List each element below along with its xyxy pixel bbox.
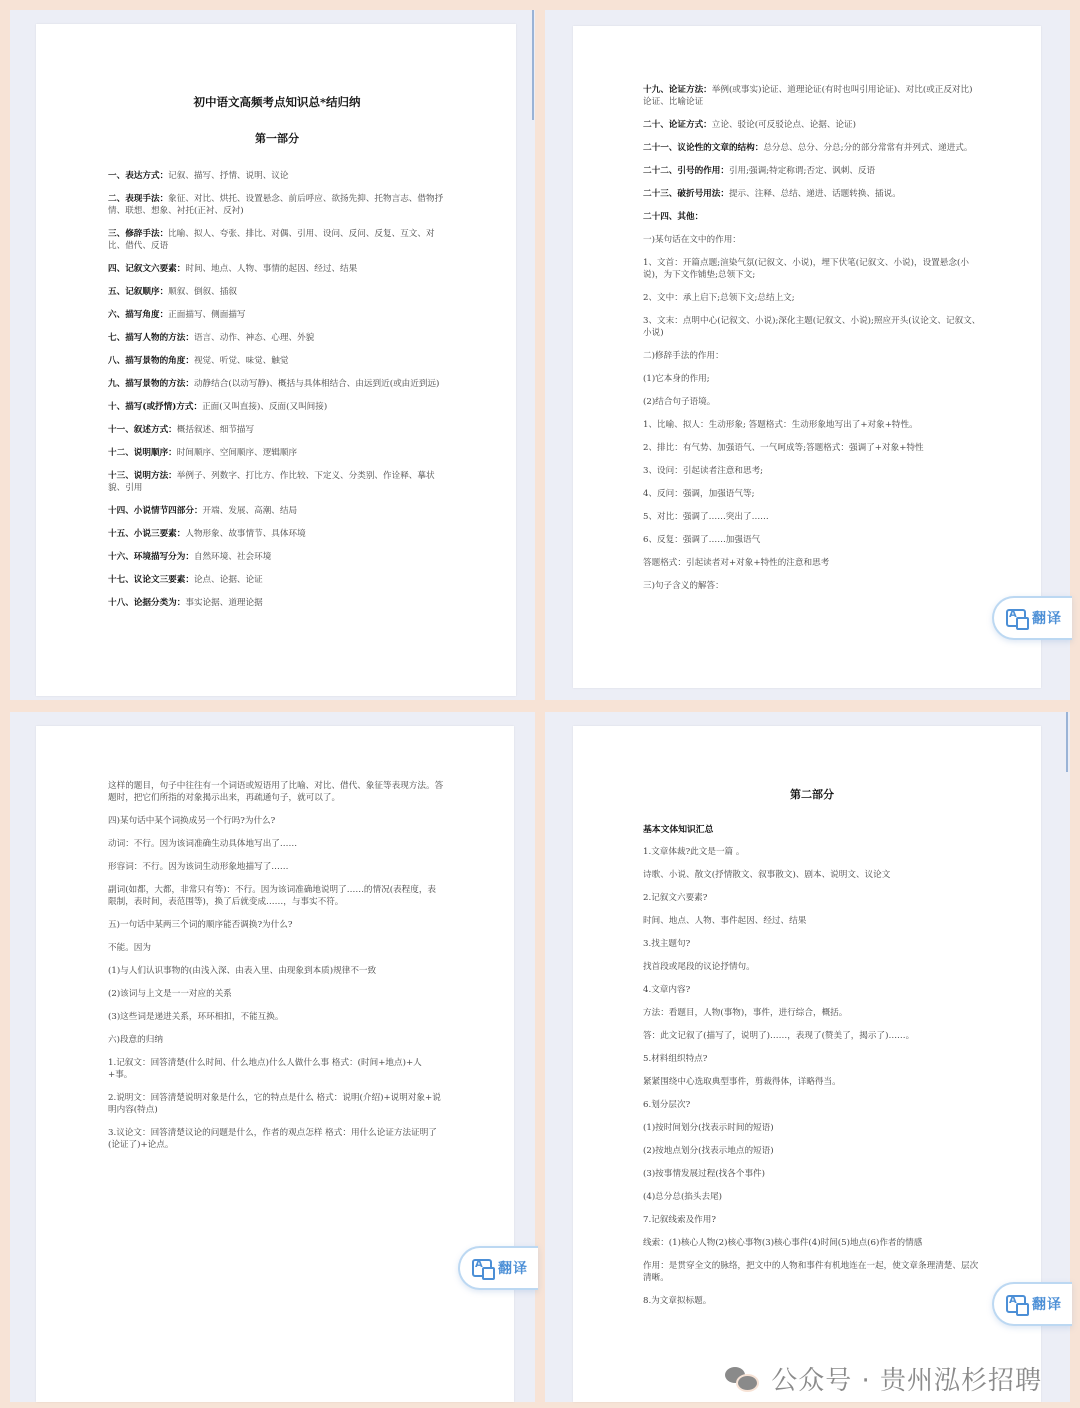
item-heading: 四、记叙文六要素： bbox=[108, 264, 186, 274]
paragraph: (2)该词与上文是一一对应的关系 bbox=[108, 989, 232, 999]
paragraph: 4.文章内容? bbox=[643, 985, 691, 995]
item-heading: 十八、论据分类为： bbox=[108, 598, 186, 608]
list-item bbox=[108, 170, 446, 182]
paragraph: 时间、地点、人物、事件起因、经过、结果 bbox=[643, 916, 807, 926]
item-text: 举例(或事实)论证、道理论证(有时也叫引用论证)、对比(或正反对比)论证、比喻论证 bbox=[643, 85, 973, 107]
item-heading: 十九、论证方法： bbox=[643, 85, 712, 95]
item-heading: 十二、说明顺序： bbox=[108, 448, 177, 458]
paragraph: 作用：是贯穿全文的脉络，把文中的人物和事件有机地连在一起，使文章条理清楚、层次清晰。 bbox=[643, 1261, 979, 1283]
paragraph: 这样的题目，句子中往往有一个词语或短语用了比喻、对比、借代、象征等表现方法。答题时，把它们所指的对象揭示出来，再疏通句子，就可以了。 bbox=[108, 781, 444, 803]
item-heading: 二十、论证方式： bbox=[643, 120, 712, 130]
item-text: 二)修辞手法的作用： bbox=[643, 351, 724, 361]
item-text: 答题格式：引起读者对+对象+特性的注意和思考 bbox=[643, 558, 830, 568]
paragraph: 5.材料组织特点? bbox=[643, 1054, 708, 1064]
item-text: 自然环境、社会环境 bbox=[193, 552, 272, 562]
list-item bbox=[643, 511, 981, 523]
document-page-4 bbox=[573, 726, 1041, 1402]
paragraph: 8.为文章拟标题。 bbox=[643, 1296, 712, 1306]
translate-icon bbox=[1006, 1295, 1026, 1313]
page-panel-2 bbox=[545, 10, 1070, 700]
item-heading: 八、描写景物的角度： bbox=[108, 356, 194, 366]
item-text: 开端、发展、高潮、结局 bbox=[202, 506, 298, 516]
item-text: (1)它本身的作用; bbox=[643, 374, 710, 384]
list-item bbox=[108, 424, 446, 436]
paragraph: 7.记叙线索及作用? bbox=[643, 1215, 716, 1225]
item-heading: 二十四、其他： bbox=[643, 212, 704, 222]
item-heading: 三、修辞手法： bbox=[108, 229, 169, 239]
knowledge-list bbox=[108, 780, 444, 1151]
translate-button[interactable] bbox=[458, 1246, 538, 1290]
paragraph: (3)这些词是递进关系，环环相扣，不能互换。 bbox=[108, 1012, 284, 1022]
paragraph: 3.议论文：回答清楚议论的问题是什么，作者的观点怎样 格式：用什么论证方法证明了(论证了)+论点。 bbox=[108, 1128, 437, 1150]
scroll-indicator bbox=[1066, 712, 1068, 772]
paragraph: 2.说明文：回答清楚说明对象是什么，它的特点是什么 格式：说明(介绍)+说明对象+说明内容(特点) bbox=[108, 1093, 441, 1115]
item-text: 人物形象、故事情节、具体环境 bbox=[185, 529, 306, 539]
list-item bbox=[643, 84, 981, 108]
paragraph: 线索：(1)核心人物(2)核心事物(3)核心事件(4)时间(5)地点(6)作者的情感 bbox=[643, 1238, 923, 1248]
item-heading: 九、描写景物的方法： bbox=[108, 379, 194, 389]
page-panel-1 bbox=[10, 10, 535, 700]
list-item bbox=[108, 505, 446, 517]
translate-label: 翻译 bbox=[1032, 611, 1062, 627]
item-text: 提示、注释、总结、递进、话题转换、插说。 bbox=[728, 189, 901, 199]
list-item bbox=[643, 580, 981, 592]
list-item bbox=[643, 211, 981, 223]
section-title: 第二部分 bbox=[790, 788, 834, 801]
item-heading: 二十三、破折号用法： bbox=[643, 189, 729, 199]
item-text: 象征、对比、烘托、设置悬念、前后呼应、欲扬先抑、托物言志、借物抒情、联想、想象、衬托(正衬、反衬) bbox=[108, 194, 444, 216]
list-item bbox=[643, 257, 981, 281]
paragraph: 方法：看题目，人物(事物)，事件，进行综合，概括。 bbox=[643, 1008, 848, 1018]
list-item bbox=[643, 350, 981, 362]
list-item bbox=[643, 165, 981, 177]
item-text: 5、对比：强调了……突出了…… bbox=[643, 512, 769, 522]
item-heading: 六、描写角度： bbox=[108, 310, 169, 320]
paragraph: 答：此文记叙了(描写了，说明了)……，表现了(赞美了，揭示了)……。 bbox=[643, 1031, 915, 1041]
item-text: 视觉、听觉、味觉、触觉 bbox=[193, 356, 289, 366]
page-panel-3 bbox=[10, 712, 535, 1402]
list-item bbox=[643, 373, 981, 385]
section-heading: 基本文体知识汇总 bbox=[643, 825, 714, 835]
list-item bbox=[108, 309, 446, 321]
paragraph: 找首段或尾段的议论抒情句。 bbox=[643, 962, 755, 972]
item-text: (2)结合句子语境。 bbox=[643, 397, 716, 407]
item-text: 三)句子含义的解答： bbox=[643, 581, 724, 591]
translate-icon bbox=[1006, 609, 1026, 627]
paragraph: 形容词：不行。因为该词生动形象地描写了…… bbox=[108, 862, 289, 872]
item-text: 举例子、列数字、打比方、作比较、下定义、分类别、作诠释、摹状貌、引用 bbox=[108, 471, 435, 493]
document-page-2 bbox=[573, 26, 1041, 688]
item-text: 立论、驳论(可反驳论点、论据、论证) bbox=[711, 120, 856, 130]
item-text: 3、设问：引起读者注意和思考; bbox=[643, 466, 764, 476]
paragraph: 6.划分层次? bbox=[643, 1100, 691, 1110]
item-text: 2、排比：有气势、加强语气、一气呵成等;答题格式：强调了+对象+特性 bbox=[643, 443, 924, 453]
item-text: 6、反复：强调了……加强语气 bbox=[643, 535, 761, 545]
list-item bbox=[643, 292, 981, 304]
item-text: 语言、动作、神态、心理、外貌 bbox=[193, 333, 315, 343]
item-heading: 十六、环境描写分为： bbox=[108, 552, 194, 562]
paragraph: (2)按地点划分(找表示地点的短语) bbox=[643, 1146, 774, 1156]
translate-icon bbox=[472, 1259, 492, 1277]
list-item bbox=[108, 528, 446, 540]
item-heading: 十、描写(或抒情)方式： bbox=[108, 402, 203, 412]
document-page-1 bbox=[36, 24, 516, 696]
list-item bbox=[108, 447, 446, 459]
list-item bbox=[643, 419, 981, 431]
item-heading: 二、表现手法： bbox=[108, 194, 169, 204]
list-item bbox=[108, 286, 446, 298]
item-text: 事实论据、道理论据 bbox=[185, 598, 263, 608]
translate-label: 翻译 bbox=[1032, 1297, 1062, 1313]
list-item bbox=[643, 315, 981, 339]
paragraph: 五)一句话中某两三个词的顺序能否调换?为什么? bbox=[108, 920, 293, 930]
document-page-3 bbox=[36, 726, 514, 1402]
list-item bbox=[643, 396, 981, 408]
paragraph: 3.找主题句? bbox=[643, 939, 691, 949]
list-item bbox=[643, 234, 981, 246]
list-item bbox=[108, 551, 446, 563]
item-text: 顺叙、倒叙、插叙 bbox=[168, 287, 237, 297]
list-item bbox=[643, 534, 981, 546]
item-text: 动静结合(以动写静)、概括与具体相结合、由远到近(或由近到远) bbox=[193, 379, 440, 389]
list-item bbox=[108, 378, 446, 390]
knowledge-list bbox=[643, 84, 981, 592]
item-text: 引用;强调;特定称谓;否定、讽刺、反语 bbox=[728, 166, 876, 176]
translate-button[interactable] bbox=[992, 596, 1072, 640]
list-item bbox=[643, 442, 981, 454]
list-item bbox=[108, 228, 446, 252]
list-item bbox=[643, 119, 981, 131]
item-text: 比喻、拟人、夸张、排比、对偶、引用、设问、反问、反复、互文、对比、借代、反语 bbox=[108, 229, 435, 251]
item-text: 时间、地点、人物、事情的起因、经过、结果 bbox=[185, 264, 358, 274]
item-text: 时间顺序、空间顺序、逻辑顺序 bbox=[176, 448, 298, 458]
item-text: 1、文首：开篇点题;渲染气氛(记叙文、小说)，埋下伏笔(记叙文、小说)，设置悬念(小说)，为下文作铺垫;总领下文; bbox=[643, 258, 969, 280]
list-item bbox=[643, 488, 981, 500]
paragraph: 紧紧围绕中心选取典型事件，剪裁得体，详略得当。 bbox=[643, 1077, 841, 1087]
list-item bbox=[643, 557, 981, 569]
scroll-indicator bbox=[532, 10, 534, 120]
page-panel-4 bbox=[545, 712, 1070, 1402]
item-text: 总分总、总分、分总;分的部分常常有并列式、递进式。 bbox=[763, 143, 973, 153]
paragraph: (1)按时间划分(找表示时间的短语) bbox=[643, 1123, 774, 1133]
list-item bbox=[108, 355, 446, 367]
list-item bbox=[108, 470, 446, 494]
paragraph: (3)按事情发展过程(找各个事件) bbox=[643, 1169, 766, 1179]
item-text: 3、文末：点明中心(记叙文、小说);深化主题(记叙文、小说);照应开头(议论文、记叙文、小说) bbox=[643, 316, 981, 338]
list-item bbox=[108, 574, 446, 586]
wechat-icon bbox=[725, 1365, 759, 1391]
item-text: 论点、论据、论证 bbox=[193, 575, 263, 585]
paragraph: 副词(如都，大都，非常只有等)：不行。因为该词准确地说明了……的情况(表程度，表限制，表时间，表范围等)，换了后就变成……，与事实不符。 bbox=[108, 885, 437, 907]
footer-text: 公众号 · 贵州泓杉招聘 bbox=[771, 1365, 1042, 1396]
paragraph: 1.记叙文：回答清楚(什么时间、什么地点)什么人做什么事 格式：(时间+地点)+人+事。 bbox=[108, 1058, 422, 1080]
page-title: 初中语文高频考点知识总*结归纳 bbox=[193, 95, 361, 109]
paragraph: 不能。因为 bbox=[108, 943, 151, 953]
item-text: 2、文中：承上启下;总领下文;总结上文; bbox=[643, 293, 795, 303]
paragraph: 1.文章体裁?此文是一篇 。 bbox=[643, 847, 745, 857]
item-heading: 十五、小说三要素： bbox=[108, 529, 186, 539]
list-item bbox=[643, 188, 981, 200]
paragraph: 六)段意的归纳 bbox=[108, 1035, 163, 1045]
item-heading: 七、描写人物的方法： bbox=[108, 333, 194, 343]
item-text: 记叙、描写、抒情、说明、议论 bbox=[168, 171, 289, 181]
list-item bbox=[108, 193, 446, 217]
list-item bbox=[108, 263, 446, 275]
item-heading: 十三、说明方法： bbox=[108, 471, 177, 481]
list-item bbox=[108, 401, 446, 413]
item-text: 一)某句话在文中的作用： bbox=[643, 235, 741, 245]
item-heading: 十七、议论文三要素： bbox=[108, 575, 194, 585]
item-text: 概括叙述、细节描写 bbox=[176, 425, 255, 435]
translate-button[interactable] bbox=[992, 1282, 1072, 1326]
item-heading: 二十一、议论性的文章的结构： bbox=[643, 143, 764, 153]
section-title: 第一部分 bbox=[255, 132, 299, 145]
list-item bbox=[643, 142, 981, 154]
list-item bbox=[108, 332, 446, 344]
paragraph: (4)总分总(掐头去尾) bbox=[643, 1192, 723, 1202]
list-item bbox=[643, 465, 981, 477]
footer-watermark bbox=[0, 1348, 1080, 1408]
translate-label: 翻译 bbox=[498, 1261, 528, 1277]
item-heading: 十一、叙述方式： bbox=[108, 425, 177, 435]
item-text: 正面描写、侧面描写 bbox=[168, 310, 246, 320]
list-item bbox=[108, 597, 446, 609]
item-heading: 五、记叙顺序： bbox=[108, 287, 169, 297]
item-text: 4、反问：强调，加强语气等; bbox=[643, 489, 755, 499]
paragraph: (1)与人们认识事物的(由浅入深、由表入里、由现象到本质)规律不一致 bbox=[108, 966, 377, 976]
item-heading: 一、表达方式： bbox=[108, 171, 169, 181]
knowledge-list bbox=[643, 846, 981, 1307]
item-text: 正面(又叫直接)、反面(又叫间接) bbox=[202, 402, 328, 412]
item-text: 1、比喻、拟人：生动形象; 答题格式：生动形象地写出了+对象+特性。 bbox=[643, 420, 918, 430]
paragraph: 2.记叙文六要素? bbox=[643, 893, 708, 903]
paragraph: 动词：不行。因为该词准确生动具体地写出了…… bbox=[108, 839, 298, 849]
knowledge-list bbox=[108, 170, 446, 609]
item-heading: 二十二、引号的作用： bbox=[643, 166, 729, 176]
item-heading: 十四、小说情节四部分： bbox=[108, 506, 203, 516]
paragraph: 四)某句话中某个词换成另一个行吗?为什么? bbox=[108, 816, 276, 826]
paragraph: 诗歌、小说、散文(抒情散文、叙事散文)、剧本、说明文、议论文 bbox=[643, 870, 891, 880]
